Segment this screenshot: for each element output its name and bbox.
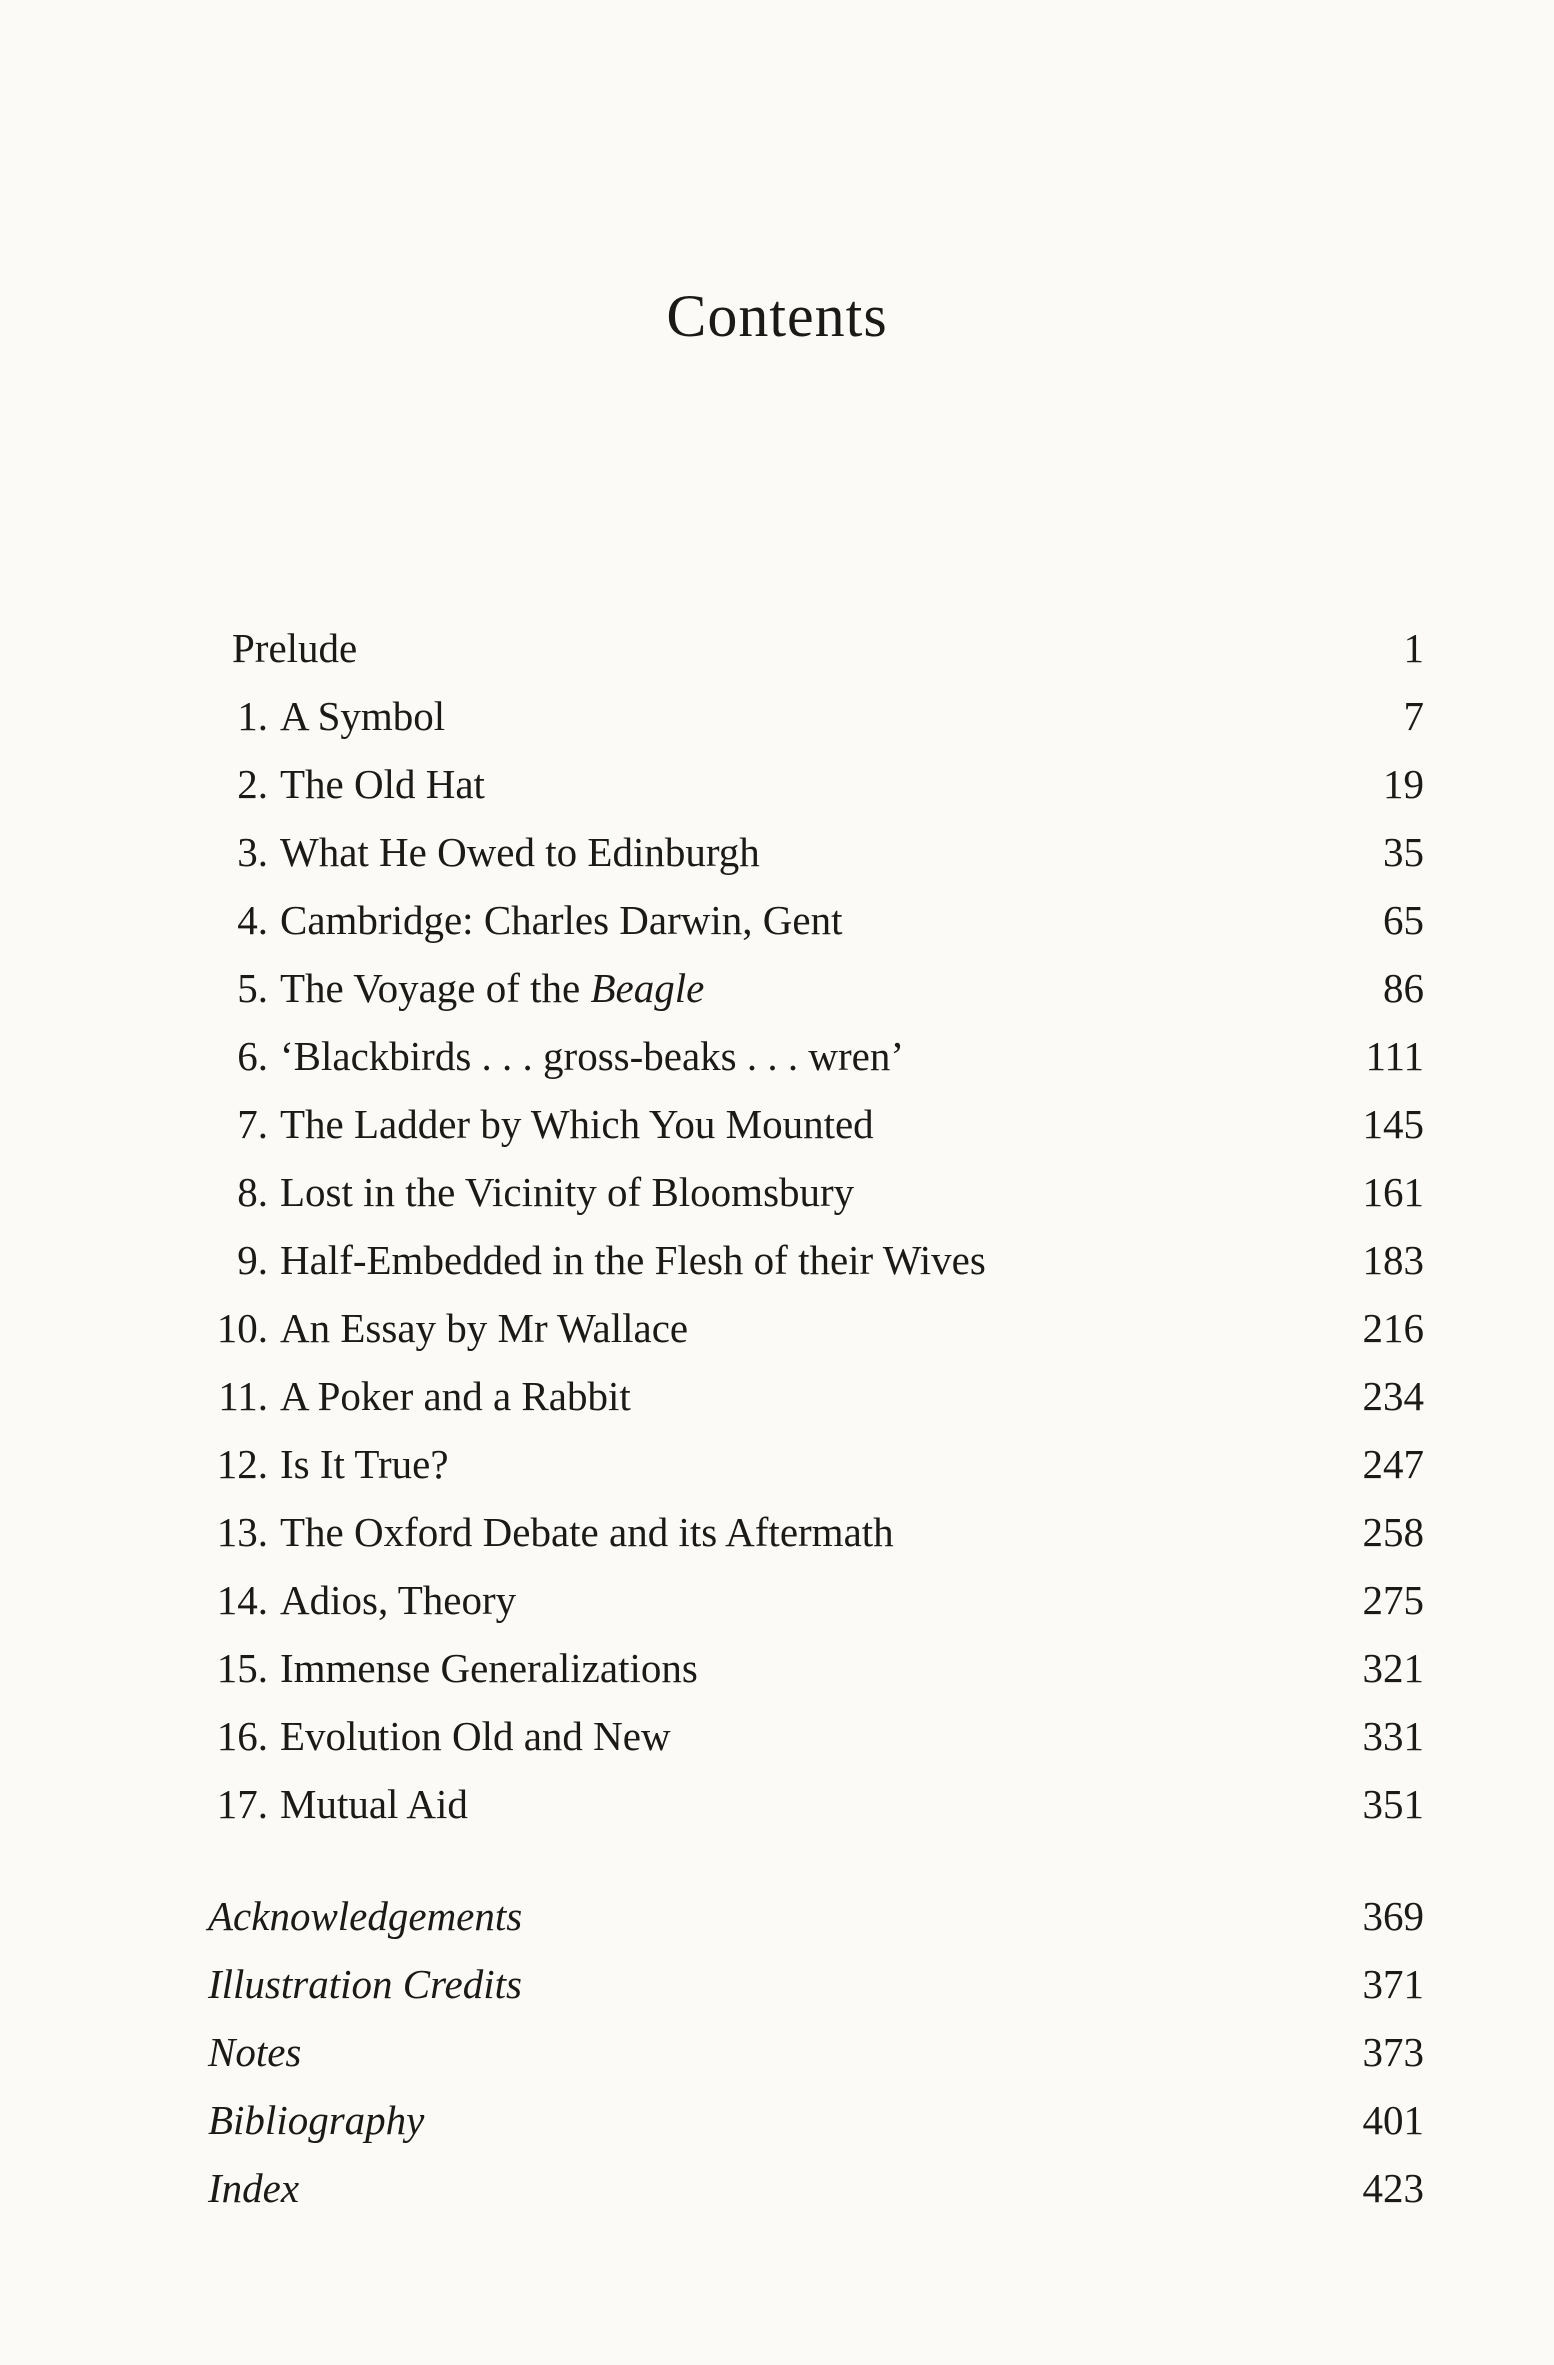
toc-entry-number: 11. (218, 1373, 268, 1419)
toc-entry-label: The Ladder by Which You Mounted (280, 1101, 874, 1147)
toc-entry-label: The Voyage of the (280, 965, 581, 1011)
toc-entry-chapter[interactable] (0, 1366, 1554, 1426)
toc-entry-page: 351 (1362, 1781, 1424, 1827)
toc-entry-label: Cambridge: Charles Darwin, Gent (280, 897, 843, 943)
toc-entry-page: 247 (1362, 1441, 1424, 1487)
toc-entry-page: 401 (1362, 2097, 1424, 2143)
toc-entry-label: ‘Blackbirds . . . gross-beaks . . . wren’ (280, 1033, 904, 1079)
toc-entry-backmatter[interactable] (0, 1954, 1554, 2014)
toc-entry-prelude[interactable] (0, 618, 1554, 678)
toc-entry-page: 19 (1383, 761, 1424, 807)
toc-entry-number: 5. (237, 965, 268, 1011)
toc-entry-number: 8. (237, 1169, 268, 1215)
toc-entry-page: 65 (1383, 897, 1424, 943)
toc-entry-page: 258 (1362, 1509, 1424, 1555)
toc-entry-page: 371 (1362, 1961, 1424, 2007)
toc-entry-number: 2. (237, 761, 268, 807)
toc-entry-number: 16. (216, 1713, 268, 1759)
toc-entry-label: Index (208, 2165, 300, 2211)
toc-entry-page: 331 (1362, 1713, 1424, 1759)
toc-entry-page: 373 (1362, 2029, 1424, 2075)
toc-entry-chapter[interactable] (0, 1298, 1554, 1358)
toc-entry-chapter[interactable] (0, 1162, 1554, 1222)
toc-entry-number: 7. (237, 1101, 268, 1147)
toc-entry-label: The Old Hat (280, 761, 485, 807)
toc-entry-chapter[interactable] (0, 1434, 1554, 1494)
toc-entry-page: 1 (1403, 625, 1424, 671)
toc-entry-label-italic: Beagle (590, 965, 705, 1011)
toc-entry-chapter[interactable] (0, 1774, 1554, 1834)
toc-entry-chapter[interactable] (0, 686, 1554, 746)
toc-entry-label: Is It True? (280, 1441, 449, 1487)
toc-entry-backmatter[interactable] (0, 2158, 1554, 2218)
toc-entry-chapter[interactable] (0, 754, 1554, 814)
toc-entry-label: Evolution Old and New (280, 1713, 671, 1759)
toc-entry-number: 17. (216, 1781, 268, 1827)
toc-entry-backmatter[interactable] (0, 2090, 1554, 2150)
toc-entry-page: 234 (1362, 1373, 1424, 1419)
page-title: Contents (666, 283, 888, 349)
toc-entry-number: 1. (237, 693, 268, 739)
toc-entry-label: Notes (208, 2029, 302, 2075)
toc-entry-label: Acknowledgements (208, 1893, 523, 1939)
toc-entry-page: 7 (1403, 693, 1424, 739)
toc-entry-page: 423 (1362, 2165, 1424, 2211)
toc-entry-chapter[interactable] (0, 958, 1554, 1018)
toc-entry-page: 86 (1383, 965, 1424, 1011)
toc-entry-chapter[interactable] (0, 1502, 1554, 1562)
toc-entry-page: 216 (1362, 1305, 1424, 1351)
toc-entry-label: Mutual Aid (280, 1781, 468, 1827)
toc-entry-backmatter[interactable] (0, 1886, 1554, 1946)
toc-entry-number: 12. (216, 1441, 268, 1487)
toc-entry-number: 3. (237, 829, 268, 875)
toc-entry-number: 6. (237, 1033, 268, 1079)
toc-entry-chapter[interactable] (0, 1570, 1554, 1630)
toc-entry-page: 275 (1362, 1577, 1424, 1623)
toc-entry-page: 161 (1362, 1169, 1424, 1215)
toc-entry-chapter[interactable] (0, 1230, 1554, 1290)
toc-entry-page: 35 (1383, 829, 1424, 875)
toc-entry-chapter[interactable] (0, 1706, 1554, 1766)
toc-entry-number: 10. (216, 1305, 268, 1351)
toc-entry-label: Immense Generalizations (280, 1645, 698, 1691)
toc-entry-label: A Poker and a Rabbit (280, 1373, 631, 1419)
toc-entry-page: 321 (1362, 1645, 1424, 1691)
toc-entry-label: Illustration Credits (208, 1961, 522, 2007)
toc-entry-number: 9. (237, 1237, 268, 1283)
toc-entry-chapter[interactable] (0, 890, 1554, 950)
toc-entry-label: The Oxford Debate and its Aftermath (280, 1509, 894, 1555)
toc-entry-label: An Essay by Mr Wallace (280, 1305, 689, 1351)
toc-entry-label: Bibliography (208, 2097, 425, 2143)
toc-entry-number: 14. (216, 1577, 268, 1623)
toc-entry-label: Half-Embedded in the Flesh of their Wives (280, 1237, 986, 1283)
toc-entry-label: Adios, Theory (280, 1577, 517, 1623)
toc-entry-chapter[interactable] (0, 1638, 1554, 1698)
toc-entry-number: 13. (216, 1509, 268, 1555)
toc-entry-page: 369 (1362, 1893, 1424, 1939)
toc-entry-backmatter[interactable] (0, 2022, 1554, 2082)
toc-entry-page: 183 (1362, 1237, 1424, 1283)
toc-entry-page: 145 (1362, 1101, 1424, 1147)
toc-entry-label: Lost in the Vicinity of Bloomsbury (280, 1169, 855, 1215)
toc-entry-chapter[interactable] (0, 1026, 1554, 1086)
toc-entry-page: 111 (1365, 1033, 1424, 1079)
toc-entry-chapter[interactable] (0, 1094, 1554, 1154)
toc-entry-number: 4. (237, 897, 268, 943)
toc-entry-label: A Symbol (280, 693, 446, 739)
toc-entry-label: Prelude (232, 625, 358, 671)
toc-entry-chapter[interactable] (0, 822, 1554, 882)
toc-entry-number: 15. (216, 1645, 268, 1691)
toc-entry-label: What He Owed to Edinburgh (280, 829, 760, 875)
toc-entry-label-group (280, 958, 704, 1018)
